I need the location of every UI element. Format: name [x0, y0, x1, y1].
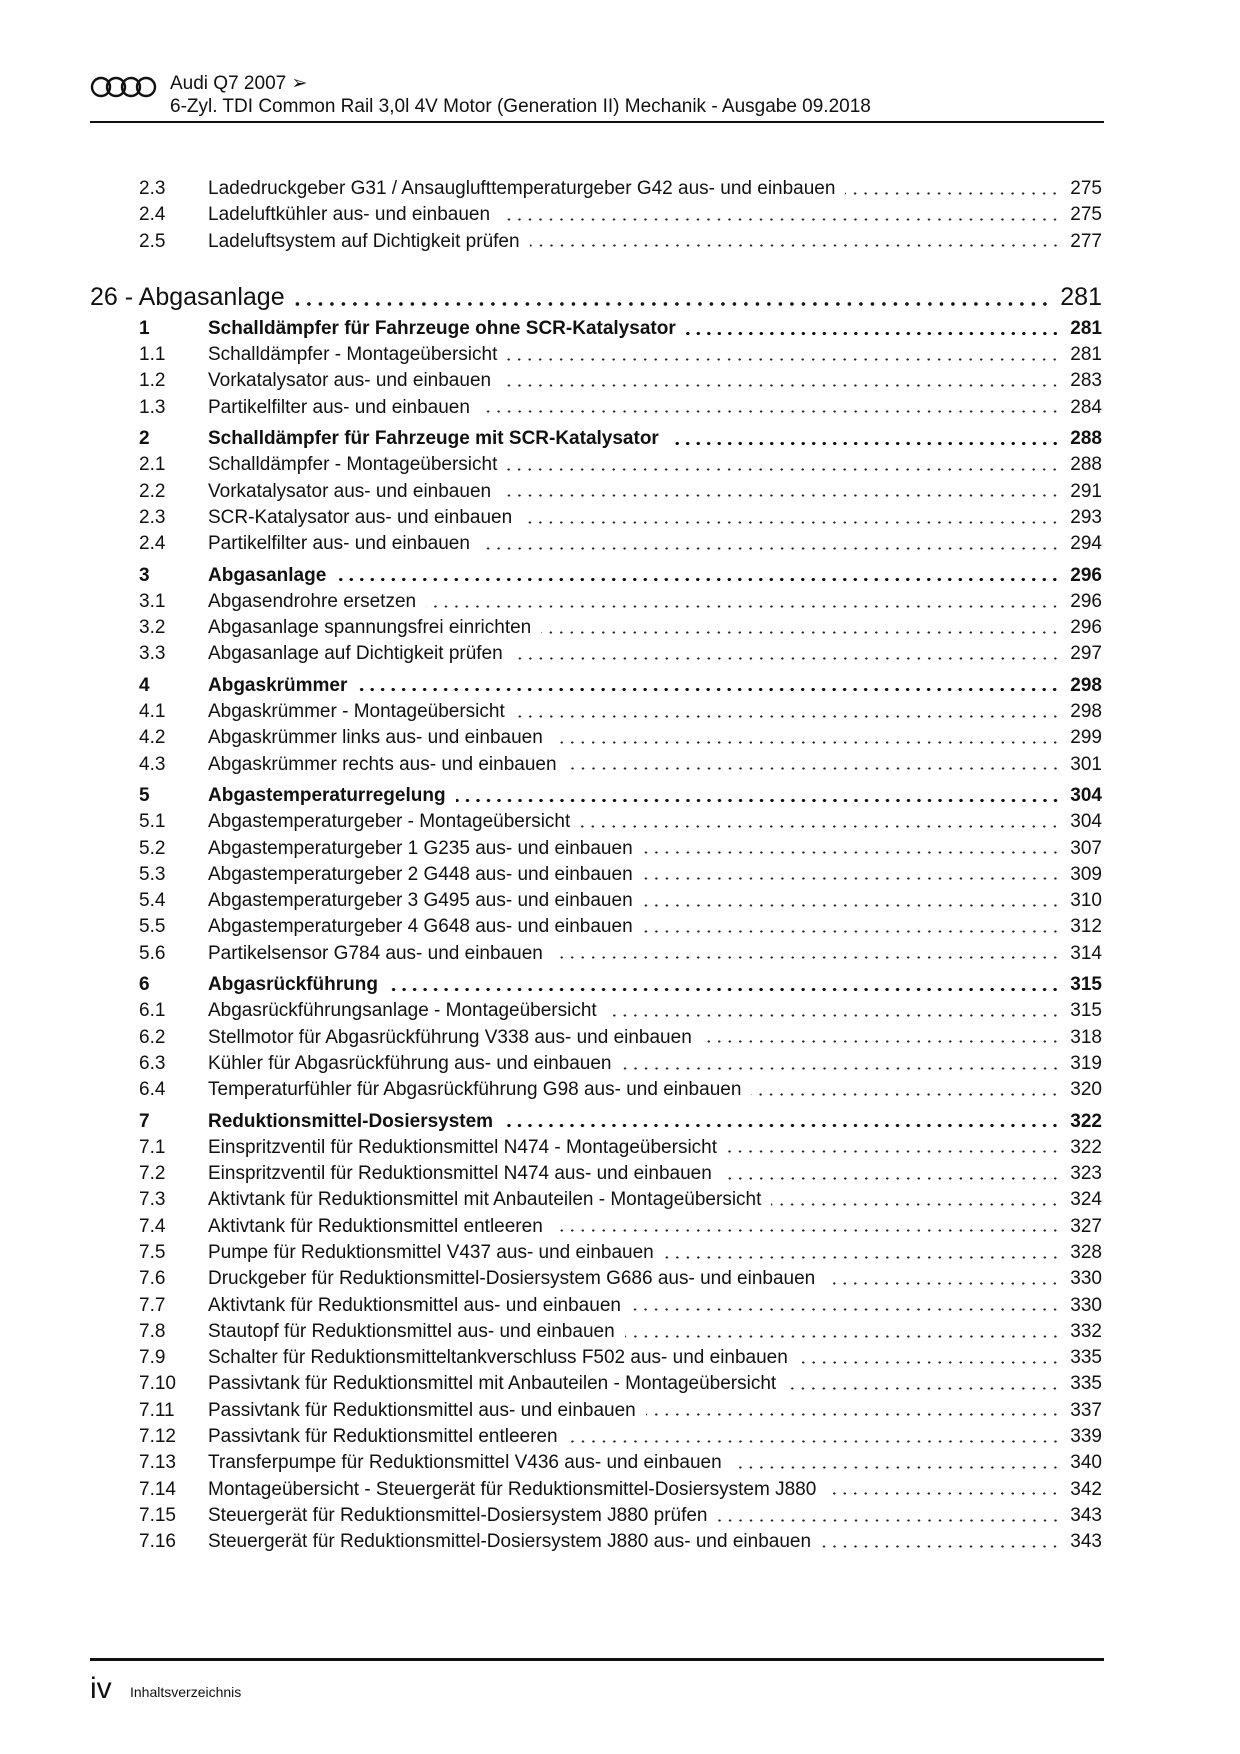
toc-entry[interactable]: [90, 1477, 1102, 1503]
toc-title: Partikelfilter aus- und einbauen: [208, 533, 470, 555]
toc-title: Vorkatalysator aus- und einbauen: [208, 480, 492, 502]
toc-number: 6.1: [139, 1000, 166, 1022]
toc-number: 7.3: [139, 1189, 166, 1211]
toc-title: Schalldämpfer für Fahrzeuge mit SCR-Katalysator: [208, 428, 659, 450]
toc-title: SCR-Katalysator aus- und einbauen: [208, 506, 513, 528]
toc-number: 1.2: [139, 370, 166, 392]
toc-number: 3.2: [139, 617, 166, 639]
toc-title: Abgasendrohre ersetzen: [208, 590, 417, 612]
toc-entry[interactable]: [90, 1266, 1102, 1292]
toc-entry[interactable]: [90, 1319, 1102, 1345]
toc-page: 312: [1070, 916, 1102, 938]
toc-number: 5.1: [139, 811, 166, 833]
toc-number: 2.2: [139, 480, 166, 502]
toc-page: 299: [1070, 727, 1102, 749]
toc-entry[interactable]: [90, 809, 1102, 835]
toc-page: 342: [1070, 1478, 1102, 1500]
dot-leader: [507, 358, 1060, 361]
toc-title: Abgaskrümmer rechts aus- und einbauen: [208, 753, 557, 775]
toc-number: 7.14: [139, 1478, 176, 1500]
toc-entry[interactable]: [90, 1214, 1102, 1240]
dot-leader: [513, 657, 1061, 660]
toc-entry[interactable]: [90, 368, 1102, 394]
toc-number: 5: [139, 784, 150, 806]
toc-entry[interactable]: [90, 941, 1102, 967]
toc-page: 343: [1070, 1504, 1102, 1526]
dot-leader: [580, 825, 1060, 828]
toc-section[interactable]: [90, 673, 1102, 699]
toc-title: Steuergerät für Reduktionsmittel-Dosiersystem J880 prüfen: [208, 1504, 708, 1526]
dot-leader: [771, 1203, 1060, 1206]
toc-title: Stautopf für Reduktionsmittel aus- und einbauen: [208, 1320, 615, 1342]
toc-section[interactable]: [90, 783, 1102, 809]
toc-entry[interactable]: [90, 1450, 1102, 1476]
toc-title: Abgasanlage spannungsfrei einrichten: [208, 617, 532, 639]
toc-entry[interactable]: [90, 202, 1102, 228]
dot-leader: [631, 1308, 1060, 1311]
toc-entry[interactable]: [90, 1187, 1102, 1213]
toc-number: 2.1: [139, 454, 166, 476]
toc-entry[interactable]: [90, 1371, 1102, 1397]
dot-leader: [522, 521, 1060, 524]
toc-number: 2.5: [139, 230, 166, 252]
dot-leader: [751, 1093, 1060, 1096]
dot-leader: [702, 1040, 1061, 1043]
toc-entry[interactable]: [90, 479, 1102, 505]
table-of-contents: [90, 176, 1102, 1556]
dot-leader: [669, 442, 1060, 445]
dot-leader: [786, 1387, 1060, 1390]
toc-title: Ladedruckgeber G31 / Ansauglufttemperaturgeber G42 aus- und einbauen: [208, 178, 836, 199]
toc-entry[interactable]: [90, 752, 1102, 778]
toc-page: 301: [1070, 753, 1102, 775]
toc-page: 297: [1070, 643, 1102, 665]
toc-page: 324: [1070, 1189, 1102, 1211]
dot-leader: [388, 988, 1060, 991]
toc-number: 7.13: [139, 1452, 176, 1474]
toc-title: Abgaskrümmer: [208, 674, 348, 696]
toc-title: Abgastemperaturgeber 4 G648 aus- und einbauen: [208, 916, 633, 938]
toc-entry[interactable]: [90, 1161, 1102, 1187]
toc-number: 1: [139, 317, 150, 339]
toc-title: Ladeluftsystem auf Dichtigkeit prüfen: [208, 230, 520, 252]
toc-title: Aktivtank für Reduktionsmittel entleeren: [208, 1215, 543, 1237]
toc-page: 284: [1070, 396, 1102, 418]
toc-page: 304: [1070, 811, 1102, 833]
dot-leader: [722, 1177, 1061, 1180]
footer-page-number: iv: [90, 1672, 112, 1705]
toc-page: 307: [1070, 837, 1102, 859]
toc-entry[interactable]: [90, 1240, 1102, 1266]
toc-title: Aktivtank für Reduktionsmittel aus- und einbauen: [208, 1294, 621, 1316]
audi-rings-logo: [90, 76, 158, 98]
toc-entry[interactable]: [90, 229, 1102, 255]
toc-page: 330: [1070, 1268, 1102, 1290]
dot-leader: [507, 468, 1060, 471]
toc-page: 339: [1070, 1426, 1102, 1448]
toc-entry[interactable]: [90, 1424, 1102, 1450]
toc-entry[interactable]: [90, 342, 1102, 368]
toc-title: Abgastemperaturregelung: [208, 784, 446, 806]
toc-title: Partikelsensor G784 aus- und einbauen: [208, 942, 543, 964]
dot-leader: [727, 1150, 1060, 1153]
dot-leader: [686, 332, 1061, 335]
dot-leader: [826, 1492, 1060, 1495]
dot-leader: [825, 1282, 1060, 1285]
toc-title: Steuergerät für Reduktionsmittel-Dosiersystem J880 aus- und einbauen: [208, 1531, 812, 1553]
toc-entry[interactable]: [90, 1135, 1102, 1161]
dot-leader: [480, 547, 1060, 550]
toc-title: Abgastemperaturgeber 3 G495 aus- und einbauen: [208, 890, 633, 912]
toc-entry[interactable]: [90, 1345, 1102, 1371]
toc-title: Abgastemperaturgeber - Montageübersicht: [208, 811, 571, 833]
toc-title: Abgasanlage auf Dichtigkeit prüfen: [208, 643, 503, 665]
dot-leader: [501, 384, 1060, 387]
dot-leader: [480, 410, 1060, 413]
toc-title: Einspritzventil für Reduktionsmittel N474 aus- und einbauen: [208, 1163, 712, 1185]
toc-page: 320: [1070, 1079, 1102, 1101]
toc-number: 4: [139, 674, 150, 696]
toc-page: 332: [1070, 1320, 1102, 1342]
toc-number: 2.4: [139, 533, 166, 555]
toc-page: 281: [1060, 282, 1102, 311]
toc-page: 319: [1070, 1052, 1102, 1074]
toc-title: Abgasanlage: [208, 564, 327, 586]
toc-page: 327: [1070, 1215, 1102, 1237]
toc-number: 3: [139, 564, 150, 586]
toc-title: Abgastemperaturgeber 1 G235 aus- und einbauen: [208, 837, 633, 859]
toc-page: 275: [1070, 178, 1102, 199]
dot-leader: [643, 877, 1061, 880]
toc-title: Schalter für Reduktionsmitteltankverschluss F502 aus- und einbauen: [208, 1347, 788, 1369]
toc-number: 5.5: [139, 916, 166, 938]
toc-number: 7.7: [139, 1294, 166, 1316]
toc-entry[interactable]: [90, 1025, 1102, 1051]
toc-number: 2.3: [139, 178, 166, 199]
toc-number: 4.3: [139, 753, 166, 775]
toc-title: Reduktionsmittel-Dosiersystem: [208, 1110, 494, 1132]
dot-leader: [732, 1466, 1061, 1469]
toc-number: 7.10: [139, 1373, 176, 1395]
toc-number: 6.3: [139, 1052, 166, 1074]
toc-title: Temperaturfühler für Abgasrückführung G98 aus- und einbauen: [208, 1079, 742, 1101]
footer-rule: [90, 1658, 1104, 1661]
dot-leader: [503, 1124, 1060, 1127]
toc-page: 296: [1070, 590, 1102, 612]
toc-page: 296: [1070, 617, 1102, 639]
toc-page: 330: [1070, 1294, 1102, 1316]
toc-chapter[interactable]: [90, 277, 1102, 317]
toc-section[interactable]: [90, 1109, 1102, 1135]
toc-entry[interactable]: [90, 505, 1102, 531]
dot-leader: [568, 1440, 1061, 1443]
toc-page: 288: [1070, 428, 1102, 450]
toc-entry[interactable]: [90, 1077, 1102, 1103]
toc-page: 335: [1070, 1373, 1102, 1395]
footer-label: Inhaltsverzeichnis: [130, 1684, 242, 1700]
toc-number: 7.4: [139, 1215, 166, 1237]
toc-number: 6.4: [139, 1079, 166, 1101]
toc-title: Partikelfilter aus- und einbauen: [208, 396, 470, 418]
toc-entry[interactable]: [90, 615, 1102, 641]
toc-page: 275: [1070, 204, 1102, 226]
toc-page: 337: [1070, 1399, 1102, 1421]
toc-title: Pumpe für Reduktionsmittel V437 aus- und einbauen: [208, 1241, 654, 1263]
toc-entry[interactable]: [90, 589, 1102, 615]
toc-page: 298: [1070, 701, 1102, 723]
toc-number: 1.3: [139, 396, 166, 418]
toc-number: 2.4: [139, 204, 166, 226]
toc-number: 2.3: [139, 506, 166, 528]
toc-section[interactable]: [90, 316, 1102, 342]
toc-page: 309: [1070, 863, 1102, 885]
toc-page: 322: [1070, 1110, 1102, 1132]
toc-number: 4.1: [139, 701, 166, 723]
toc-entry[interactable]: [90, 1503, 1102, 1529]
toc-title: Transferpumpe für Reduktionsmittel V436 aus- und einbauen: [208, 1452, 722, 1474]
toc-title: Kühler für Abgasrückführung aus- und einbauen: [208, 1052, 612, 1074]
header-subtitle: 6-Zyl. TDI Common Rail 3,0l 4V Motor (Generation II) Mechanik - Ausgabe 09.2018: [170, 96, 871, 117]
toc-page: 283: [1070, 370, 1102, 392]
dot-leader: [553, 956, 1060, 959]
toc-number: 3.3: [139, 643, 166, 665]
header-model: Audi Q7 2007 ➢: [170, 73, 308, 94]
toc-title: Abgasrückführungsanlage - Montageübersicht: [208, 1000, 597, 1022]
toc-entry[interactable]: [90, 1051, 1102, 1077]
dot-leader: [530, 244, 1061, 247]
toc-entry[interactable]: [90, 531, 1102, 557]
toc-entry[interactable]: [90, 395, 1102, 421]
dot-leader: [718, 1519, 1061, 1522]
toc-page: 281: [1070, 317, 1102, 339]
dot-leader: [643, 851, 1061, 854]
toc-number: 6.2: [139, 1026, 166, 1048]
toc-page: 298: [1070, 674, 1102, 696]
toc-title: Vorkatalysator aus- und einbauen: [208, 370, 492, 392]
toc-number: 7.6: [139, 1268, 166, 1290]
dot-leader: [295, 302, 1051, 306]
toc-page: 328: [1070, 1241, 1102, 1263]
toc-number: 6: [139, 974, 150, 996]
toc-page: 294: [1070, 533, 1102, 555]
dot-leader: [845, 192, 1060, 195]
toc-title: Einspritzventil für Reduktionsmittel N474 - Montageübersicht: [208, 1136, 718, 1158]
dot-leader: [567, 767, 1061, 770]
toc-page: 323: [1070, 1163, 1102, 1185]
toc-page: 314: [1070, 942, 1102, 964]
toc-entry[interactable]: [90, 862, 1102, 888]
toc-title: Passivtank für Reduktionsmittel entleeren: [208, 1426, 558, 1448]
dot-leader: [664, 1256, 1061, 1259]
toc-entry[interactable]: [90, 1529, 1102, 1555]
toc-page: 310: [1070, 890, 1102, 912]
toc-number: 7.1: [139, 1136, 166, 1158]
toc-entry[interactable]: [90, 176, 1102, 202]
toc-page: 340: [1070, 1452, 1102, 1474]
dot-leader: [501, 494, 1060, 497]
dot-leader: [607, 1014, 1061, 1017]
dot-leader: [553, 741, 1061, 744]
toc-title: Abgaskrümmer - Montageübersicht: [208, 701, 505, 723]
toc-page: 296: [1070, 564, 1102, 586]
toc-title: Passivtank für Reduktionsmittel aus- und einbauen: [208, 1399, 636, 1421]
toc-entry[interactable]: [90, 836, 1102, 862]
dot-leader: [500, 218, 1060, 221]
toc-number: 7.11: [139, 1399, 175, 1421]
toc-entry[interactable]: [90, 699, 1102, 725]
toc-number: 7.2: [139, 1163, 166, 1185]
toc-title: Abgaskrümmer links aus- und einbauen: [208, 727, 543, 749]
toc-number: 7.15: [139, 1504, 176, 1526]
dot-leader: [646, 1413, 1061, 1416]
toc-page: 293: [1070, 506, 1102, 528]
dot-leader: [456, 799, 1061, 802]
toc-number: 7.16: [139, 1531, 176, 1553]
toc-page: 343: [1070, 1531, 1102, 1553]
toc-number: 7.12: [139, 1426, 176, 1448]
toc-number: 7.9: [139, 1347, 166, 1369]
toc-title: Schalldämpfer für Fahrzeuge ohne SCR-Katalysator: [208, 317, 676, 339]
dot-leader: [515, 715, 1061, 718]
dot-leader: [643, 904, 1061, 907]
toc-title: Stellmotor für Abgasrückführung V338 aus- und einbauen: [208, 1026, 692, 1048]
toc-page: 291: [1070, 480, 1102, 502]
toc-number: 2: [139, 428, 150, 450]
toc-entry[interactable]: [90, 998, 1102, 1024]
toc-section[interactable]: [90, 972, 1102, 998]
dot-leader: [821, 1545, 1060, 1548]
toc-number: 5.6: [139, 942, 166, 964]
toc-number: 4.2: [139, 727, 166, 749]
toc-number: 5.3: [139, 863, 166, 885]
dot-leader: [336, 578, 1060, 581]
toc-entry[interactable]: [90, 1398, 1102, 1424]
toc-entry[interactable]: [90, 725, 1102, 751]
dot-leader: [541, 631, 1060, 634]
toc-entry[interactable]: [90, 914, 1102, 940]
toc-entry[interactable]: [90, 641, 1102, 667]
toc-page: 277: [1070, 230, 1102, 252]
toc-title: Schalldämpfer - Montageübersicht: [208, 454, 498, 476]
toc-page: 322: [1070, 1136, 1102, 1158]
toc-page: 315: [1070, 1000, 1102, 1022]
toc-number: 7.5: [139, 1241, 166, 1263]
toc-section[interactable]: [90, 426, 1102, 452]
dot-leader: [622, 1067, 1061, 1070]
toc-number: 3.1: [139, 590, 166, 612]
toc-page: 315: [1070, 974, 1102, 996]
toc-number: 5.4: [139, 890, 166, 912]
header-rule: [90, 121, 1104, 123]
toc-title: Aktivtank für Reduktionsmittel mit Anbauteilen - Montageübersicht: [208, 1189, 762, 1211]
dot-leader: [553, 1229, 1061, 1232]
toc-number: 7: [139, 1110, 150, 1132]
toc-page: 318: [1070, 1026, 1102, 1048]
toc-page: 281: [1070, 344, 1102, 366]
toc-number: 1.1: [139, 344, 166, 366]
dot-leader: [625, 1335, 1061, 1338]
toc-title: Ladeluftkühler aus- und einbauen: [208, 204, 491, 226]
toc-number: 5.2: [139, 837, 166, 859]
toc-title: 26 - Abgasanlage: [90, 282, 285, 311]
dot-leader: [357, 688, 1060, 691]
dot-leader: [426, 605, 1060, 608]
toc-title: Abgastemperaturgeber 2 G448 aus- und einbauen: [208, 863, 633, 885]
dot-leader: [798, 1361, 1060, 1364]
dot-leader: [643, 930, 1061, 933]
toc-title: Passivtank für Reduktionsmittel mit Anbauteilen - Montageübersicht: [208, 1373, 777, 1395]
toc-title: Schalldämpfer - Montageübersicht: [208, 344, 498, 366]
toc-title: Druckgeber für Reduktionsmittel-Dosiersystem G686 aus- und einbauen: [208, 1268, 816, 1290]
toc-entry[interactable]: [90, 1293, 1102, 1319]
toc-entry[interactable]: [90, 888, 1102, 914]
toc-page: 304: [1070, 784, 1102, 806]
toc-number: 7.8: [139, 1320, 166, 1342]
toc-section[interactable]: [90, 563, 1102, 589]
toc-page: 288: [1070, 454, 1102, 476]
toc-title: Abgasrückführung: [208, 974, 378, 996]
toc-page: 335: [1070, 1347, 1102, 1369]
toc-title: Montageübersicht - Steuergerät für Reduktionsmittel-Dosiersystem J880: [208, 1478, 817, 1500]
toc-entry[interactable]: [90, 452, 1102, 478]
